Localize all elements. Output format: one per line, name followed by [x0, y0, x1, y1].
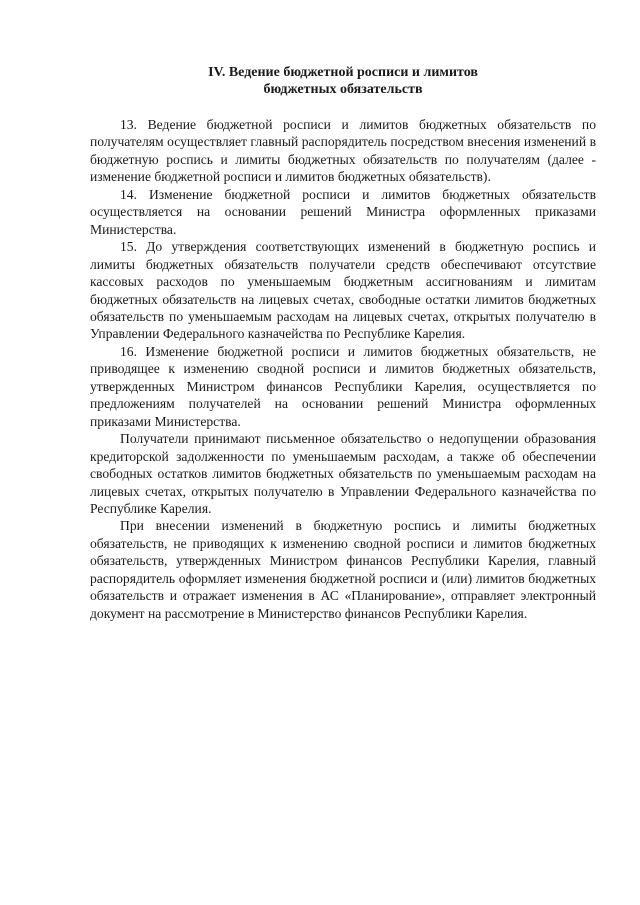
paragraph-16: 16. Изменение бюджетной росписи и лимитов бюджетных обязательств, не приводящее к изменению сводной росписи и лимитов бюджетных обязательств, утвержденных Министром финансов Республики Карелия, осуществляется по предложениям получателей на основании решений Министра оформленных приказами Министерства. [90, 343, 596, 429]
paragraph-15: 15. До утверждения соответствующих изменений в бюджетную роспись и лимиты бюджетных обязательств получатели средств обеспечивают отсутствие кассовых расходов по уменьшаемым бюджетным ассигнованиям и лимитам бюджетных обязательств на лицевых счетах, свободные остатки лимитов бюджетных обязательств по уменьшаемым расходам на лицевых счетах, открытых получателю в Управлении Федерального казначейства по Республике Карелия. [90, 239, 596, 342]
section-title-line-2: бюджетных обязательств [263, 82, 423, 97]
paragraph-14: 14. Изменение бюджетной росписи и лимитов бюджетных обязательств осуществляется на основании решений Министра оформленных приказами Министерства. [90, 186, 596, 237]
paragraph-changes-procedure: При внесении изменений в бюджетную роспись и лимиты бюджетных обязательств, не приводящих к изменению сводной росписи и лимитов бюджетных обязательств, утвержденных Министром финансов Республики Карелия, главный распорядитель оформляет изменения бюджетной росписи и (или) лимитов бюджетных обязательств и отражает изменения в АС «Планирование», отправляет электронный документ на рассмотрение в Министерство финансов Республики Карелия. [90, 518, 596, 621]
paragraph-recipients-obligation: Получатели принимают письменное обязательство о недопущении образования кредиторской задолженности по уменьшаемым расходам, а также об обеспечении свободных остатков лимитов бюджетных обязательств по уменьшаемым расходам на лицевых счетах, открытых получателю в Управлении Федерального казначейства по Республике Карелия. [90, 431, 596, 516]
section-title-line-1: IV. Ведение бюджетной росписи и лимитов [208, 65, 478, 80]
document-body [90, 116, 596, 622]
paragraph-13: 13. Ведение бюджетной росписи и лимитов бюджетных обязательств по получателям осуществляет главный распорядитель посредством внесения изменений в бюджетную роспись и лимиты бюджетных обязательств по получателям (далее - изменение бюджетной росписи и лимитов бюджетных обязательств). [90, 117, 596, 185]
section-heading [90, 64, 596, 98]
